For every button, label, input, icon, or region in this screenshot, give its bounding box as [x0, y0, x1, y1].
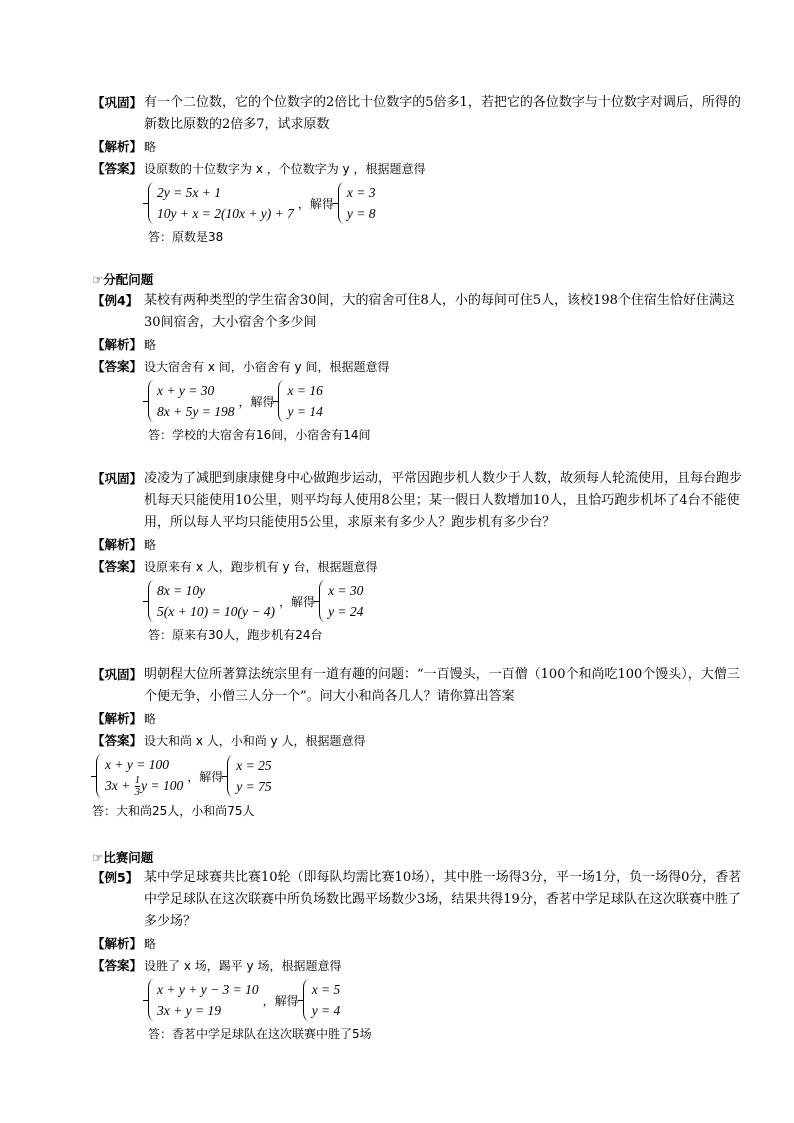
analysis-text: 略	[144, 140, 157, 154]
equation-line: 8x + 5y = 198	[157, 404, 235, 419]
final-answer: 答：学校的大宿舍有16间，小宿舍有14间	[148, 428, 371, 442]
equation-line-fraction: 3x + $\frac{1}{3}$ y = 100	[105, 774, 184, 799]
example-5	[92, 867, 742, 1045]
equation-line: 10y + x = 2(10x + y) + 7	[157, 206, 294, 221]
solve-label: ，解得	[262, 993, 299, 1008]
equation-line: 8x = 10y	[157, 583, 206, 598]
answer-intro: 设原来有 x 人，跑步机有 y 台，根据题意得	[144, 560, 378, 574]
analysis-text: 略	[144, 937, 157, 951]
answer-intro: 设大宿舍有 x 间，小宿舍有 y 间，根据题意得	[144, 360, 390, 374]
solution-line: x = 25	[236, 758, 272, 774]
tag-answer: 【答案】	[92, 359, 143, 374]
final-answer: 答：香茗中学足球队在这次联赛中胜了5场	[148, 1027, 372, 1041]
equation-system	[96, 754, 742, 798]
answer-intro: 设原数的十位数字为 x ，个位数字为 y ，根据题意得	[144, 162, 426, 176]
tag-answer: 【答案】	[92, 733, 143, 748]
tag-example: 【例5】	[92, 870, 139, 885]
solve-label: ，解得	[279, 594, 316, 609]
tag-analysis: 【解析】	[92, 337, 143, 352]
problem-consolidate-3	[92, 664, 742, 822]
equation-system	[148, 580, 742, 622]
equation-line: 3x + y = 19	[157, 1003, 221, 1018]
solve-label: ，解得	[238, 394, 275, 409]
tag-analysis: 【解析】	[92, 139, 143, 154]
tag-consolidate: 【巩固】	[92, 667, 143, 682]
tag-answer: 【答案】	[92, 559, 143, 574]
equation-line: 2y = 5x + 1	[157, 185, 221, 200]
solution-line: x = 30	[328, 583, 364, 598]
equation-line: x + y = 100	[105, 757, 169, 772]
problem-text: 有一个二位数，它的个位数字的2倍比十位数字的5倍多1，若把它的各位数字与十位数字对调后，所得的新数比原数的2倍多7，试求原数	[144, 95, 741, 132]
equation-system	[148, 380, 742, 422]
solve-label: ，解得	[187, 769, 224, 784]
problem-consolidate-2	[92, 468, 742, 646]
equation-line: x + y = 30	[157, 383, 215, 398]
tag-analysis: 【解析】	[92, 537, 143, 552]
answer-intro: 设胜了 x 场，踢平 y 场，根据题意得	[144, 959, 342, 973]
tag-example: 【例4】	[92, 293, 139, 308]
solution-line: y = 8	[346, 206, 376, 221]
analysis-text: 略	[144, 712, 157, 726]
problem-text: 凌凌为了减肥到康康健身中心做跑步运动，平常因跑步机人数少于人数，故须每人轮流使用，且每台跑步机每天只能使用10公里，则平均每人使用8公里；某一假日人数增加10人，且恰巧跑步机坏了4台不能使用，所以每人平均只能使用5公里，求原来有多少人？跑步机有多少台？	[144, 471, 743, 530]
solution-line: y = 75	[236, 779, 272, 795]
solution-line: y = 14	[287, 404, 323, 419]
equation-line: x + y + y − 3 = 10	[157, 982, 259, 997]
answer-intro: 设大和尚 x 人，小和尚 y 人，根据题意得	[144, 734, 366, 748]
fraction: $\frac{1}{3}$	[134, 774, 141, 799]
analysis-text: 略	[144, 338, 157, 352]
equation-line: 5(x + 10) = 10(y − 4)	[157, 604, 276, 619]
problem-text: 某中学足球赛共比赛10轮（即每队均需比赛10场），其中胜一场得3分，平一场1分，负一场得0分，香茗中学足球队在这次联赛中所负场数比踢平场数少3场，结果共得19分，香茗中学足球队在这次联赛中胜了多少场？	[144, 870, 742, 929]
section-title-allocation: ☞分配问题	[92, 272, 154, 287]
problem-text: 某校有两种类型的学生宿舍30间，大的宿舍可住8人，小的每间可住5人，该校198个住宿生恰好住满这30间宿舍，大小宿舍个多少间	[144, 293, 735, 330]
tag-analysis: 【解析】	[92, 936, 143, 951]
solution-line: x = 16	[287, 383, 323, 398]
equation-system	[148, 182, 742, 224]
solution-line: y = 4	[311, 1003, 341, 1018]
example-4	[92, 290, 742, 446]
analysis-text: 略	[144, 538, 157, 552]
solve-label: ，解得	[297, 196, 334, 211]
solution-line: x = 5	[311, 982, 341, 997]
final-answer: 答：大和尚25人，小和尚75人	[92, 804, 255, 819]
final-answer: 答：原来有30人，跑步机有24台	[148, 628, 323, 642]
problem-text: 明朝程大位所著算法统宗里有一道有趣的问题：“一百馒头，一百僧（100个和尚吃100个馒头），大僧三个便无争，小僧三人分一个”。问大小和尚各几人？请你算出答案	[144, 667, 740, 704]
equation-system	[148, 979, 742, 1021]
final-answer: 答：原数是38	[148, 230, 224, 244]
tag-analysis: 【解析】	[92, 711, 143, 726]
tag-answer: 【答案】	[92, 161, 143, 176]
solution-line: x = 3	[346, 185, 376, 200]
tag-answer: 【答案】	[92, 958, 143, 973]
solution-line: y = 24	[328, 604, 364, 619]
tag-consolidate: 【巩固】	[92, 95, 143, 110]
problem-consolidate-1	[92, 92, 742, 248]
section-title-competition: ☞比赛问题	[92, 850, 154, 865]
tag-consolidate: 【巩固】	[92, 471, 143, 486]
